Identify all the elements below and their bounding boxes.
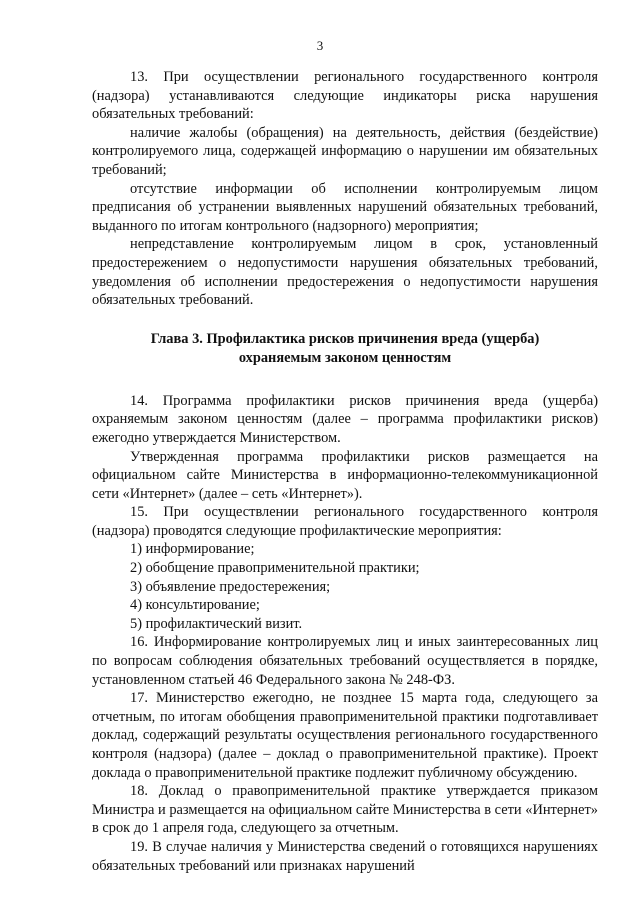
chapter-heading-line1: Глава 3. Профилактика рисков причинения вреда (ущерба) — [150, 330, 540, 347]
paragraph-18: 18. Доклад о правоприменительной практике утверждается приказом Министра и размещается на официальном сайте Министерства в сети «Интернет» в срок до 1 апреля года, следующего за отчетным. — [92, 783, 598, 837]
list-item-generalization: 2) обобщение правоприменительной практики; — [130, 560, 420, 577]
paragraph-15: 15. При осуществлении регионального государственного контроля (надзора) проводятся следующие профилактические мероприятия: — [92, 504, 598, 539]
chapter-heading-line2: охраняемым законом ценностям — [238, 349, 452, 366]
risk-indicator-complaint: наличие жалобы (обращения) на деятельность, действия (бездействие) контролируемого лица, содержащей информацию о нарушении им обязательных требований; — [92, 124, 598, 178]
paragraph-13: 13. При осуществлении регионального государственного контроля (надзора) устанавливаются следующие индикаторы риска нарушения обязательных требований: — [92, 69, 598, 123]
chapter-heading — [92, 330, 598, 368]
risk-indicator-no-info: отсутствие информации об исполнении контролируемым лицом предписания об устранении выявленных нарушений обязательных требований, выданного по итогам контрольного (надзорного) мероприятия; — [92, 180, 598, 234]
paragraph-14: 14. Программа профилактики рисков причинения вреда (ущерба) охраняемым законом ценностям (далее – программа профилактики рисков) ежегодно утверждается Министерством. — [92, 392, 598, 446]
page-number: 3 — [316, 38, 324, 53]
list-item-informing: 1) информирование; — [130, 541, 255, 558]
document-body — [92, 68, 598, 875]
paragraph-16: 16. Информирование контролируемых лиц и иных заинтересованных лиц по вопросам соблюдения обязательных требований осуществляется в порядке, установленном статьей 46 Федерального закона № 248-ФЗ. — [92, 634, 598, 688]
paragraph-19: 19. В случае наличия у Министерства сведений о готовящихся нарушениях обязательных требований или признаках нарушений — [92, 838, 598, 874]
list-item-visit: 5) профилактический визит. — [130, 615, 303, 632]
list-item-warning: 3) объявление предостережения; — [130, 578, 331, 595]
risk-indicator-no-notice: непредставление контролируемым лицом в срок, установленный предостережением о недопустимости нарушения обязательных требований, уведомления об исполнении предостережения о недопустимости нарушения обязательных требований. — [92, 236, 598, 309]
paragraph-17: 17. Министерство ежегодно, не позднее 15 марта года, следующего за отчетным, по итогам обобщения правоприменительной практики подготавливает доклад, содержащий результаты осуществления регионального государственного контроля (надзора) (далее – доклад о правоприменительной практике). Проект доклада о правоприменительной практике подлежит публичному обсуждению. — [92, 690, 598, 781]
paragraph-14-publication: Утвержденная программа профилактики рисков размещается на официальном сайте Министерства в информационно-телекоммуникационной сети «Интернет» (далее – сеть «Интернет»). — [92, 448, 598, 502]
list-item-consulting: 4) консультирование; — [130, 597, 260, 614]
